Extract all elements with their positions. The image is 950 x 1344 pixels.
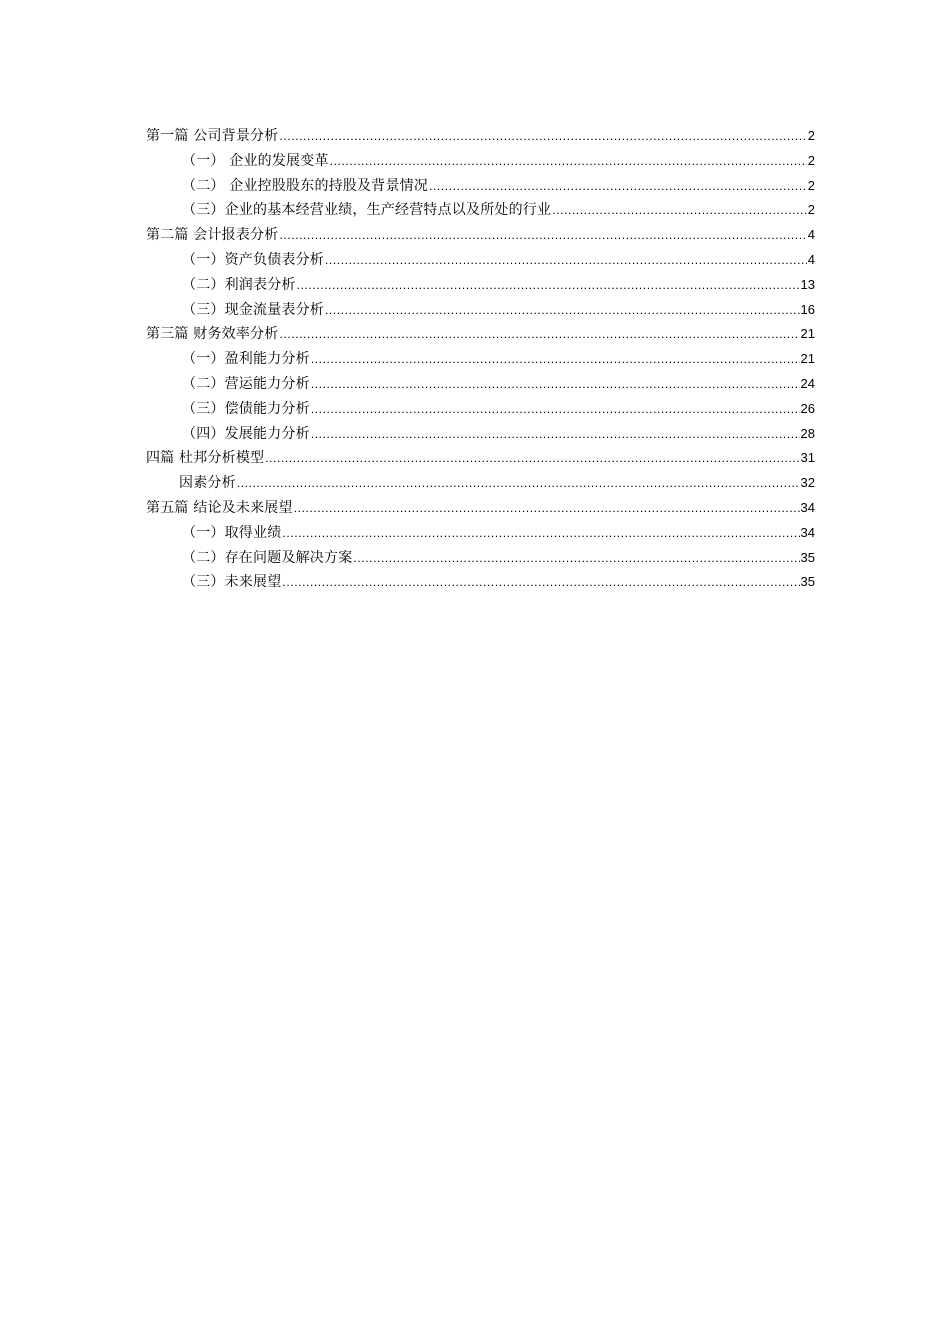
toc-dot-leader	[325, 298, 800, 323]
toc-dot-leader	[282, 521, 799, 546]
toc-page-number: 28	[800, 425, 815, 441]
toc-page-number: 21	[800, 326, 815, 342]
toc-entry[interactable]	[146, 322, 815, 347]
toc-page-number: 2	[807, 128, 815, 143]
toc-page-number: 24	[800, 375, 815, 391]
toc-entry-title: （二）存在问题及解决方案	[182, 549, 353, 566]
toc-dot-leader	[311, 422, 800, 447]
toc-page-number: 4	[807, 251, 815, 267]
toc-entry[interactable]	[146, 273, 815, 298]
toc-entry[interactable]	[146, 446, 815, 471]
toc-entry-title: （二） 企业控股股东的持股及背景情况	[182, 177, 429, 194]
toc-entry[interactable]	[146, 174, 815, 199]
toc-page-number: 2	[807, 177, 815, 193]
toc-entry-title: （四）发展能力分析	[182, 425, 310, 442]
toc-entry-title: 第二篇 会计报表分析	[146, 227, 279, 244]
toc-dot-leader	[311, 347, 800, 372]
table-of-contents	[146, 124, 815, 595]
toc-page-number: 4	[807, 227, 815, 243]
toc-entry-title: （三）企业的基本经营业绩，生产经营特点以及所处的行业	[182, 202, 552, 219]
toc-page-number: 34	[800, 524, 815, 540]
toc-entry-title: 第三篇 财务效率分析	[146, 326, 279, 343]
toc-entry[interactable]	[146, 521, 815, 546]
toc-entry-title: 因素分析	[179, 475, 236, 492]
toc-entry[interactable]	[146, 422, 815, 447]
toc-page-number: 34	[800, 499, 815, 515]
toc-entry[interactable]	[146, 546, 815, 571]
toc-page-number: 2	[807, 152, 815, 168]
toc-entry-title: （一）盈利能力分析	[182, 351, 310, 368]
toc-dot-leader	[237, 471, 800, 496]
toc-entry[interactable]	[146, 347, 815, 372]
toc-dot-leader	[265, 446, 799, 471]
toc-dot-leader	[325, 248, 807, 273]
toc-page-number: 32	[800, 475, 815, 491]
toc-entry-title: （三）偿债能力分析	[182, 400, 310, 417]
toc-dot-leader	[282, 570, 799, 595]
toc-dot-leader	[311, 372, 800, 397]
toc-entry[interactable]	[146, 149, 815, 174]
toc-page-number: 35	[800, 549, 815, 565]
toc-entry[interactable]	[146, 496, 815, 521]
toc-entry-title: （一）资产负债表分析	[182, 251, 324, 268]
toc-page-number: 31	[800, 450, 815, 466]
toc-page-number: 2	[807, 202, 815, 218]
toc-dot-leader	[429, 174, 807, 199]
toc-entry-title: （一）取得业绩	[182, 524, 282, 541]
toc-dot-leader	[294, 496, 800, 521]
toc-entry[interactable]	[146, 298, 815, 323]
toc-page-number: 35	[800, 574, 815, 590]
toc-entry[interactable]	[146, 198, 815, 223]
toc-dot-leader	[279, 322, 799, 347]
toc-page-number: 13	[800, 276, 815, 292]
toc-dot-leader	[311, 397, 800, 422]
toc-entry[interactable]	[146, 372, 815, 397]
toc-dot-leader	[297, 273, 800, 298]
toc-entry[interactable]	[146, 223, 815, 248]
toc-entry-title: （二）营运能力分析	[182, 375, 310, 392]
toc-dot-leader	[552, 198, 807, 223]
toc-entry-title: 四篇 杜邦分析模型	[146, 450, 265, 467]
toc-entry[interactable]	[146, 397, 815, 422]
toc-dot-leader	[279, 124, 806, 149]
toc-entry-title: （三）未来展望	[182, 574, 282, 591]
toc-page-number: 21	[800, 351, 815, 367]
toc-entry[interactable]	[146, 570, 815, 595]
toc-entry[interactable]	[146, 124, 815, 149]
toc-entry-title: （一） 企业的发展变革	[182, 152, 329, 169]
toc-entry-title: （三）现金流量表分析	[182, 301, 324, 318]
toc-dot-leader	[279, 223, 806, 248]
toc-dot-leader	[353, 546, 799, 571]
toc-entry[interactable]	[146, 471, 815, 496]
toc-entry-title: （二）利润表分析	[182, 276, 296, 293]
toc-entry-title: 第五篇 结论及未来展望	[146, 499, 293, 516]
toc-entry-title: 第一篇 公司背景分析	[146, 128, 279, 144]
toc-dot-leader	[330, 149, 807, 174]
toc-page-number: 16	[800, 301, 815, 317]
toc-page-number: 26	[800, 400, 815, 416]
toc-entry[interactable]	[146, 248, 815, 273]
